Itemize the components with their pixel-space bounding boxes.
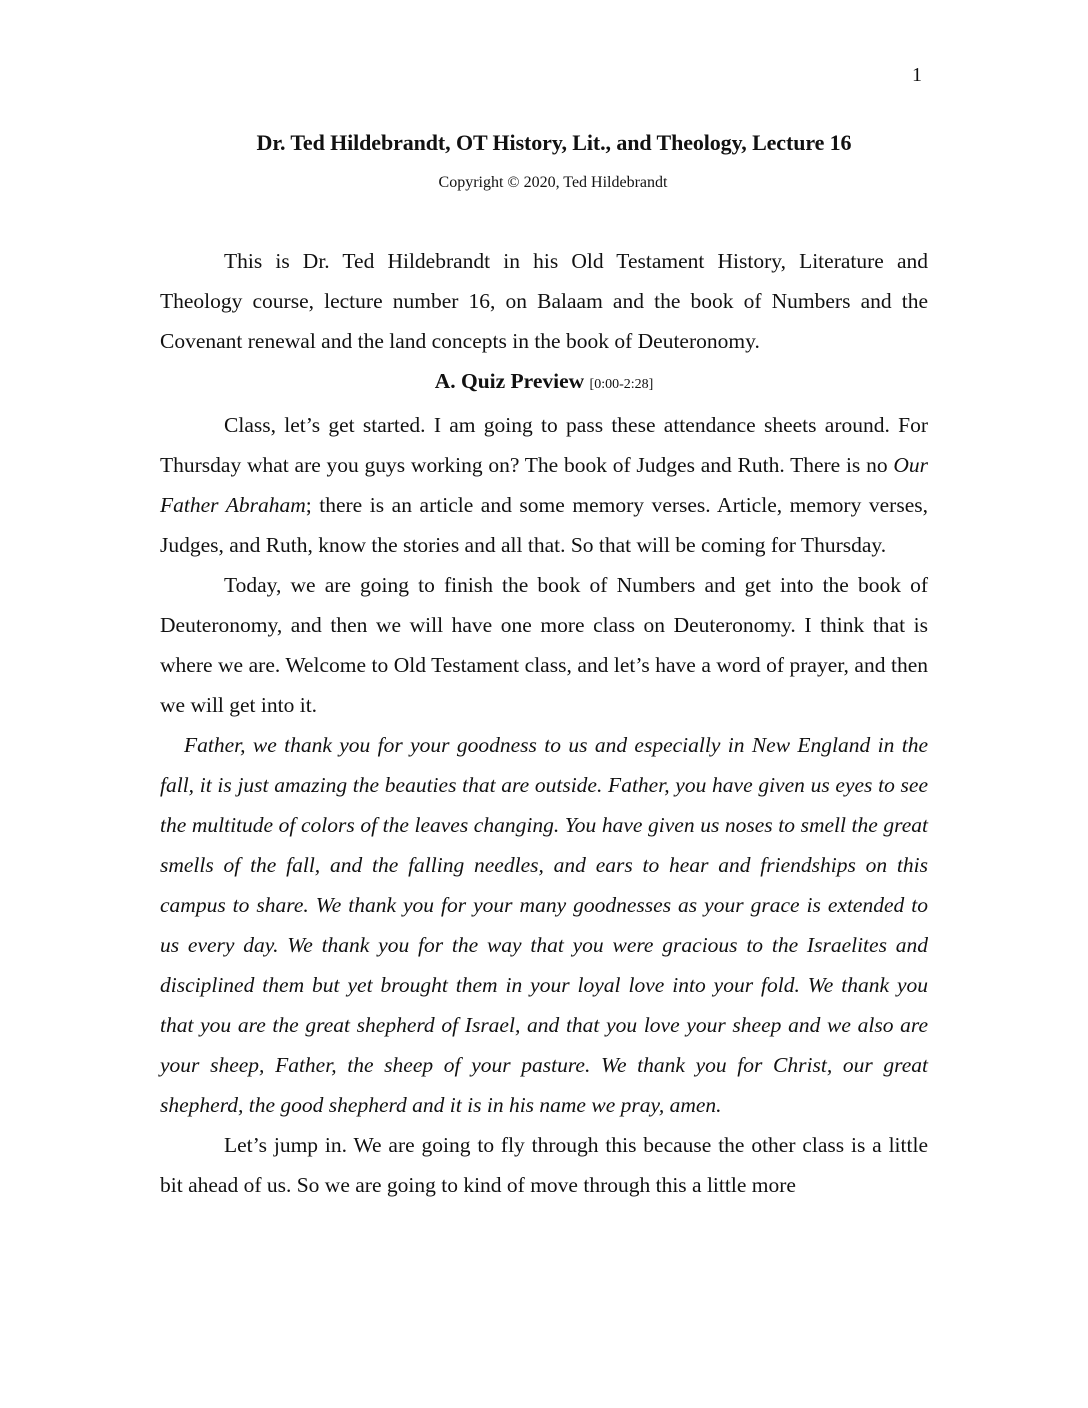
intro-paragraph: This is Dr. Ted Hildebrandt in his Old Testament History, Literature and Theology course, lecture number 16, on Balaam and the book of Numbers and the Covenant renewal and the land concepts in the book of Deuteronomy. bbox=[160, 249, 928, 353]
paragraph-text: Class, let’s get started. I am going to pass these attendance sheets around. For Thursday what are you guys working on? The book of Judges and Ruth. There is no bbox=[160, 413, 928, 477]
section-heading bbox=[160, 361, 928, 405]
book-title: Our Father Abraham bbox=[160, 453, 928, 517]
paragraph-text: ; there is an article and some memory verses. Article, memory verses, Judges, and Ruth, know the stories and all that. So that will be coming for Thursday. bbox=[160, 493, 928, 557]
closing-paragraph: Let’s jump in. We are going to fly through this because the other class is a little bit ahead of us. So we are going to kind of move through this a little more bbox=[160, 1133, 928, 1197]
quiz-preview-paragraph bbox=[160, 405, 928, 565]
document-title bbox=[0, 130, 1088, 156]
lecture-body bbox=[160, 241, 928, 1205]
prayer-paragraph: Father, we thank you for your goodness to us and especially in New England in the fall, it is just amazing the beauties that are outside. Father, you have given us eyes to see the multitude of colors of the leaves changing. You have given us noses to smell the great smells of the fall, and the falling needles, and ears to hear and friendships on this campus to share. We thank you for your many goodnesses as your grace is extended to us every day. We thank you for the way that you were gracious to the Israelites and disciplined them but yet brought them in your loyal love into your fold. We thank you that you are the great shepherd of Israel, and that you love your sheep and we also are your sheep, Father, the sheep of your pasture. We thank you for Christ, our great shepherd, the good shepherd and it is in his name we pray, amen. bbox=[160, 733, 928, 1117]
document-title-text: Dr. Ted Hildebrandt, OT History, Lit., and Theology, Lecture 16 bbox=[256, 130, 852, 155]
copyright-text: Copyright © 2020, Ted Hildebrandt bbox=[438, 174, 668, 191]
page-number: 1 bbox=[912, 64, 922, 86]
schedule-paragraph: Today, we are going to finish the book of Numbers and get into the book of Deuteronomy, and then we will have one more class on Deuteronomy. I think that is where we are. Welcome to Old Testament class, and let’s have a word of prayer, and then we will get into it. bbox=[160, 573, 928, 717]
section-heading-label: A. Quiz Preview bbox=[434, 369, 585, 393]
copyright-line bbox=[0, 174, 1088, 192]
section-timestamp: [0:00-2:28] bbox=[589, 377, 654, 392]
